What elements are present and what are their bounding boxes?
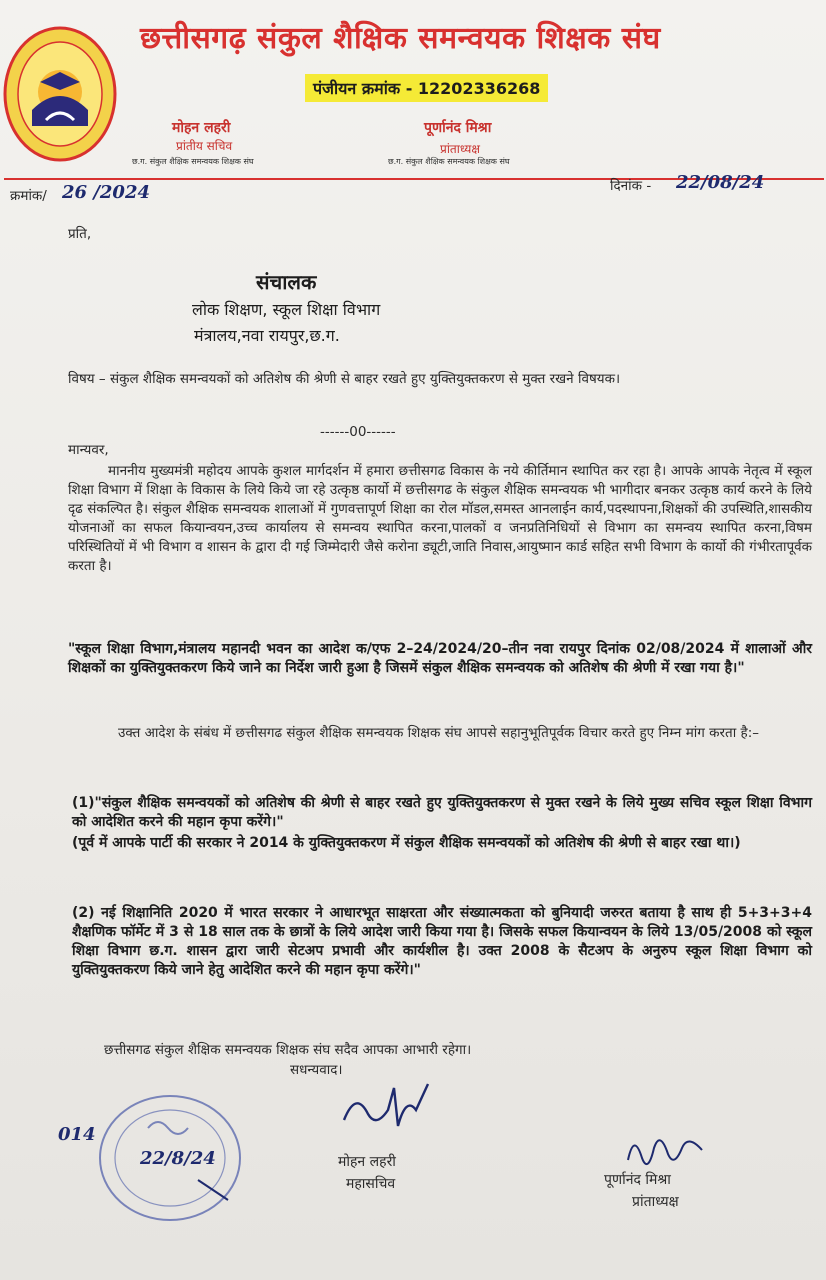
- ref-number: 26 /2024: [62, 182, 150, 203]
- stamp-date: 22/8/24: [140, 1148, 216, 1169]
- demand-two: (2) नई शिक्षानिति 2020 में भारत सरकार ने आधारभूत साक्षरता और संख्यात्मकता को बुनियादी जरुरत बताया है साथ ही 5+3+3+4 शैक्षणिक फॉर्मेट में 3 से 18 साल तक के छात्रों के लिये आदेश जारी किया गया है। जिसके सफल कियान्वयन के लिये 13/05/2008 को स्कूल शिक्षा विभाग छ.ग. शासन द्वारा जारी सेटअप प्रभावी और कार्यशील है। उक्त 2008 के सैटअप के अनुरुप स्कूल शिक्षा विभाग को युक्तियुक्तकरण किये जाने हेतु आदेशित करने की महान कृपा करेंगे।": [72, 905, 812, 978]
- registration-number: पंजीयन क्रमांक - 12202336268: [305, 74, 548, 102]
- recipient-title: संचालक: [256, 270, 317, 294]
- date-label: दिनांक -: [610, 178, 652, 194]
- separator: ------00------: [320, 424, 396, 440]
- request-paragraph: उक्त आदेश के संबंध में छत्तीसगढ संकुल शैक्षिक समन्वयक शिक्षक संघ आपसे सहानुभूतिपूर्वक विचार करते हुए निम्न मांग करता है:–: [118, 725, 759, 741]
- officer-right-role: प्रांताध्यक्ष: [440, 142, 480, 156]
- date-value: 22/08/24: [676, 172, 765, 193]
- ref-label: क्रमांक/: [10, 188, 47, 204]
- signature-mohan-lahri: [336, 1080, 436, 1140]
- closing-line: छत्तीसगढ संकुल शैक्षिक समन्वयक शिक्षक संघ सदैव आपका आभारी रहेगा।: [104, 1042, 472, 1058]
- recipient-address: मंत्रालय,नवा रायपुर,छ.ग.: [194, 326, 340, 345]
- order-paragraph: "स्कूल शिक्षा विभाग,मंत्रालय महानदी भवन का आदेश क/एफ 2–24/2024/20–तीन नवा रायपुर दिनांक 02/08/2024 में शालाओं और शिक्षकों का युक्तियुक्तकरण किये जाने का निर्देश जारी हुआ है जिसमें संकुल शैक्षिक समन्वयक को अतिशेष की श्रेणी में रखा गया है।": [68, 641, 812, 676]
- intro-paragraph: माननीय मुख्यमंत्री महोदय आपके कुशल मार्गदर्शन में हमारा छत्तीसगढ विकास के नये कीर्तिमान स्थापित कर रहा है। आपके आपके नेतृत्व में स्कूल शिक्षा विभाग में शिक्षा के विकास के लिये किये जा रहे उत्कृष्ठ कार्यो में छत्तीसगढ के संकुल शैक्षिक समन्वयक भी भागीदार बनकर उत्कृष्ठ कार्य करने के लिये दृढ संकल्पित है। संकुल शैक्षिक समन्वयक शालाओं में गुणवत्तापूर्ण शिक्षा का रोल मॉडल,समस्त आनलाईन कार्य,पदस्थापना,शिक्षकों की उपस्थिति,शासकीय योजनाओं का सफल कियान्वयन,उच्च कार्यालय से समन्वय स्थापित करना,पालकों व जनप्रतिनिधियों से विभाग का समन्वय स्थापित करना,विषम परिस्थितियों में भी विभाग व शासन के द्वारा दी गई जिम्मेदारी जैसे करोना ड्यूटी,जाति निवास,आयुष्मान कार्ड सहित सभी विभाग के कार्यो की गंभीरतापूर्वक करता है।: [68, 463, 812, 574]
- demand-one: (1)"संकुल शैक्षिक समन्वयकों को अतिशेष की श्रेणी से बाहर रखते हुए युक्तियुक्तकरण से मुक्त रखने के लिये मुख्य सचिव स्कूल शिक्षा विभाग को आदेशित करने की महान कृपा करेंगे।": [72, 795, 812, 830]
- recipient-dept: लोक शिक्षण, स्कूल शिक्षा विभाग: [192, 300, 381, 319]
- signatory-left-role: महासचिव: [346, 1176, 396, 1192]
- salutation: मान्यवर,: [68, 442, 109, 458]
- to-label: प्रति,: [68, 226, 92, 242]
- signatory-right-name: पूर्णानंद मिश्रा: [604, 1172, 671, 1188]
- thanks: सधन्यवाद।: [290, 1062, 343, 1078]
- officer-right-org: छ.ग. संकुल शैक्षिक समन्वयक शिक्षक संघ: [388, 157, 510, 166]
- demand-one-note: (पूर्व में आपके पार्टी की सरकार ने 2014 के युक्तियुक्तकरण में संकुल शैक्षिक समन्वयकों को अतिशेष की श्रेणी से बाहर रखा था।): [72, 835, 741, 851]
- signature-purnanand-mishra: [620, 1124, 710, 1174]
- officer-left-name: मोहन लहरी: [172, 120, 231, 136]
- stamp-inward-number: 014: [58, 1124, 96, 1145]
- officer-left-role: प्रांतीय सचिव: [176, 139, 233, 153]
- signatory-left-name: मोहन लहरी: [338, 1154, 396, 1170]
- officer-right-name: पूर्णानंद मिश्रा: [424, 120, 492, 136]
- officer-left-org: छ.ग. संकुल शैक्षिक समन्वयक शिक्षक संघ: [132, 157, 254, 166]
- association-logo: [2, 22, 118, 162]
- association-title: छत्तीसगढ़ संकुल शैक्षिक समन्वयक शिक्षक संघ: [140, 21, 661, 56]
- subject: विषय – संकुल शैक्षिक समन्वयकों को अतिशेष की श्रेणी से बाहर रखते हुए युक्तियुक्तकरण से मुक्त रखने विषयक।: [68, 371, 621, 387]
- signatory-right-role: प्रांताध्यक्ष: [632, 1194, 679, 1210]
